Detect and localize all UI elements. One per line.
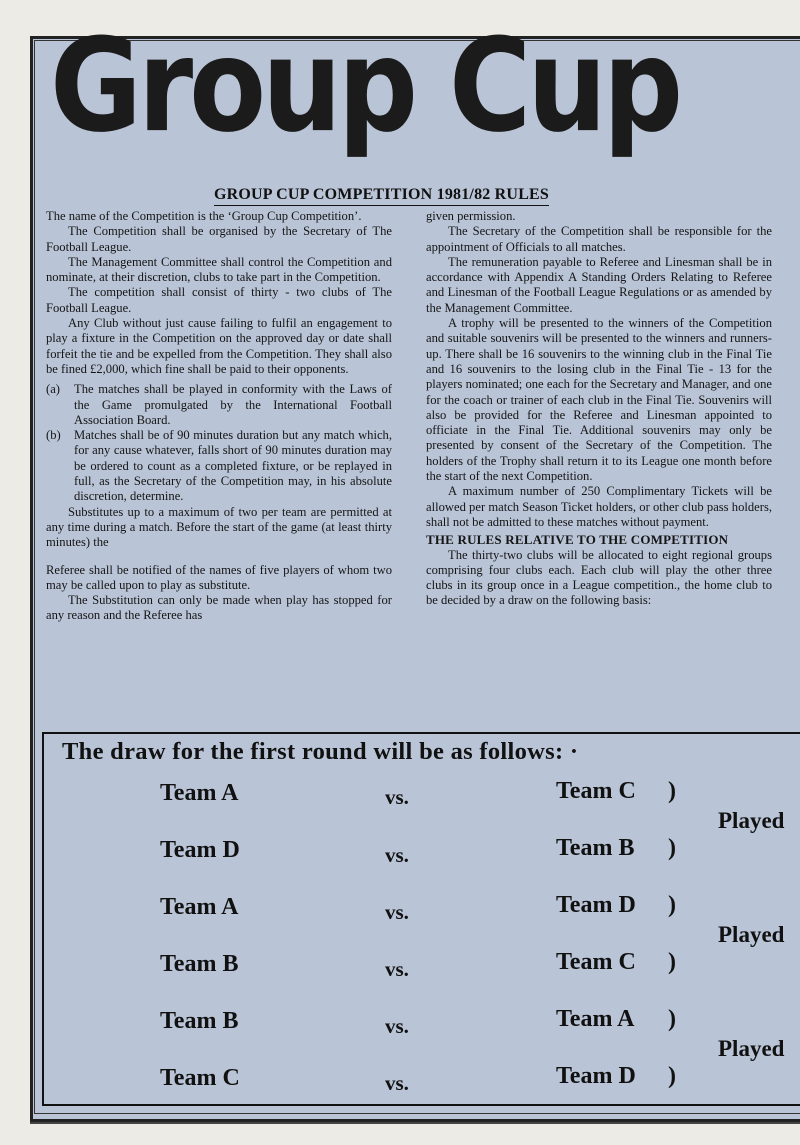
bracket: ) <box>668 949 676 975</box>
fixture-home-team: Team A <box>160 780 239 806</box>
vs-label: vs. <box>385 957 409 981</box>
item-text: The matches shall be played in conformity with the Laws of the Game promulgated by the International Football Association Board. <box>74 382 392 427</box>
played-label: Played <box>718 922 785 947</box>
bottom-rule <box>30 1122 800 1124</box>
vs-label: vs. <box>385 843 409 867</box>
rule-item-b <box>46 428 392 504</box>
fixture-away-team: Team D <box>556 892 636 918</box>
paragraph: given permission. <box>426 209 516 223</box>
paragraph: Any Club without just cause failing to fulfil an engagement to play a fixture in the Competition on the approved day or date shall forfeit the tie and be expelled from the Competition. They shall also be fined £2,000, which fine shall be paid to their opponents. <box>46 316 392 376</box>
paragraph: The Secretary of the Competition shall be responsible for the appointment of Officials to all matches. <box>426 224 772 254</box>
played-label: Played <box>718 808 785 833</box>
bracket: ) <box>668 778 676 804</box>
headline: Group Cup <box>50 11 680 162</box>
paragraph: The Competition shall be organised by the Secretary of The Football League. <box>46 224 392 254</box>
played-label: Played <box>718 1036 785 1061</box>
rule-item-a <box>46 382 392 428</box>
fixture-away-team: Team A <box>556 1006 635 1032</box>
fixture-home-team: Team A <box>160 894 239 920</box>
paragraph: The Substitution can only be made when play has stopped for any reason and the Referee has <box>46 593 392 623</box>
fixture-away-team: Team C <box>556 949 636 975</box>
left-column <box>46 209 392 624</box>
bracket: ) <box>668 892 676 918</box>
paragraph: The competition shall consist of thirty - two clubs of The Football League. <box>46 285 392 315</box>
fixture-home-team: Team C <box>160 1065 240 1091</box>
bracket: ) <box>668 1006 676 1032</box>
paragraph: The remuneration payable to Referee and Linesman shall be in accordance with Appendix A Standing Orders Relating to Referee and Linesman of the Football League Regulations or as amended by the Management Committee. <box>426 254 772 315</box>
item-label: (a) <box>46 382 60 397</box>
rules-title: GROUP CUP COMPETITION 1981/82 RULES <box>214 186 549 206</box>
fixture-home-team: Team B <box>160 951 239 977</box>
draw-box <box>42 732 800 1106</box>
vs-label: vs. <box>385 900 409 924</box>
bracket: ) <box>668 1063 676 1089</box>
paragraph: The name of the Competition is the ‘Group Cup Competition’. <box>46 209 362 223</box>
item-text: Matches shall be of 90 minutes duration but any match which, for any cause whatever, falls short of 90 minutes duration may be ordered to count as a completed fixture, or be replayed in full, as the Secretary of the Competition may, in his absolute discretion, determine. <box>74 428 392 504</box>
paragraph: The thirty-two clubs will be allocated to eight regional groups comprising four clubs each. Each club will play the other three clubs in its group once in a League competition., the home club to be decided by a draw on the following basis: <box>426 547 772 608</box>
bracket: ) <box>668 835 676 861</box>
paragraph: The Management Committee shall control the Competition and nominate, at their discretion, clubs to take part in the Competition. <box>46 254 392 285</box>
fixture-away-team: Team D <box>556 1063 636 1089</box>
paragraph: Referee shall be notified of the names of five players of whom two may be called upon to play as substitute. <box>46 562 392 592</box>
item-label: (b) <box>46 428 61 443</box>
fixture-away-team: Team B <box>556 835 635 861</box>
section-heading: THE RULES RELATIVE TO THE COMPETITION <box>426 532 729 548</box>
right-column <box>426 209 772 609</box>
fixture-home-team: Team D <box>160 837 240 863</box>
vs-label: vs. <box>385 1071 409 1095</box>
fixture-away-team: Team C <box>556 778 636 804</box>
vs-label: vs. <box>385 1014 409 1038</box>
fixture-home-team: Team B <box>160 1008 239 1034</box>
vs-label: vs. <box>385 785 409 809</box>
paragraph: A trophy will be presented to the winners of the Competition and suitable souvenirs will be presented to the winners and runners-up. There shall be 16 souvenirs to the winning club in the Final Tie and 16 souvenirs to the losing club in the Final Tie - 13 for the players nominated; one each for the Secretary and Manager, and one for the coach or trainer of each club in the Final Tie. Souvenirs will also be provided for the Referee and Linesman appointed to officiate in the Final Tie. Additional souvenirs may only be presented by consent of the Secretary of the Competition. The holders of the Trophy shall return it to its League one month before the start of the next Competition. <box>426 316 772 484</box>
draw-title: The draw for the first round will be as follows: · <box>62 738 579 765</box>
paragraph: Substitutes up to a maximum of two per team are permitted at any time during a match. Before the start of the game (at least thirty minutes) the <box>46 504 392 550</box>
paragraph: A maximum number of 250 Complimentary Tickets will be allowed per match Season Ticket holders, or other club pass holders, shall not be admitted to these matches without payment. <box>426 484 772 529</box>
